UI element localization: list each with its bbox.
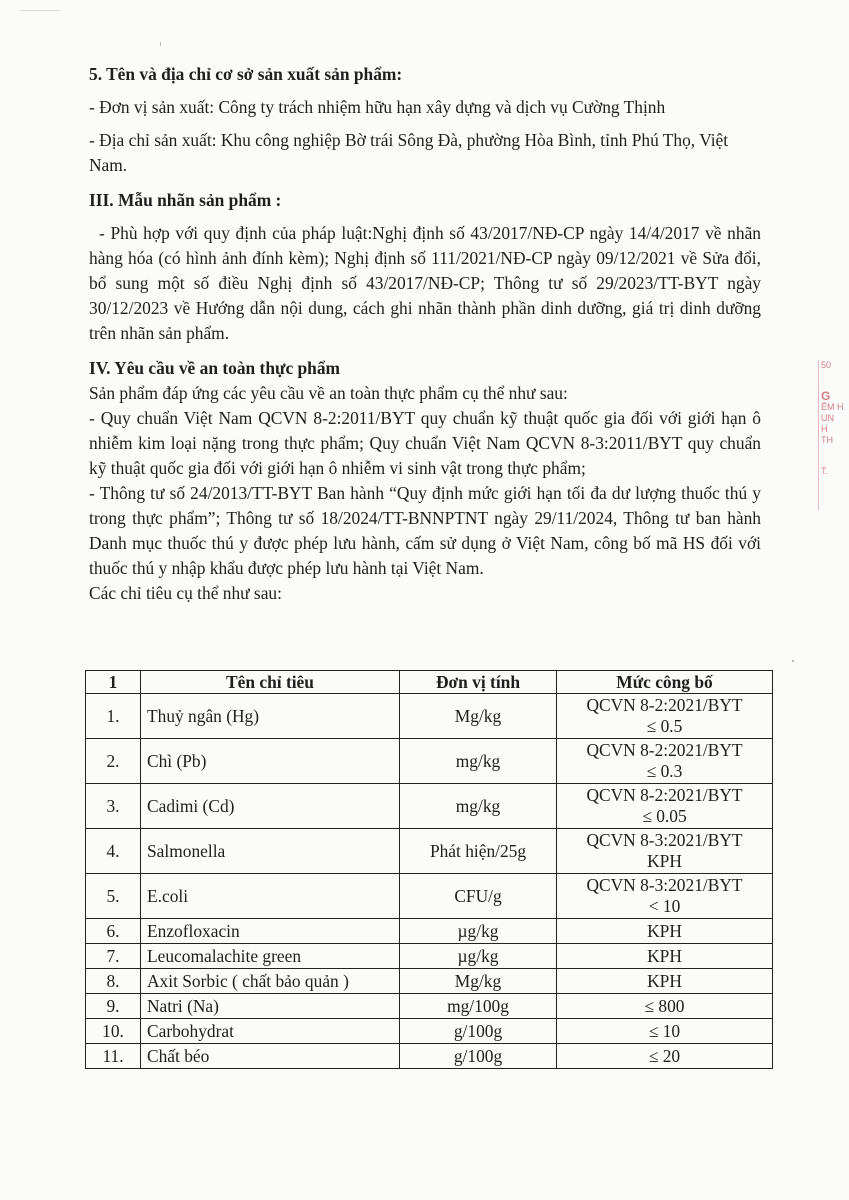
- row-level: [557, 784, 773, 829]
- row-limit: KPH: [557, 944, 773, 969]
- row-limit: ≤ 0.3: [646, 761, 683, 781]
- row-name: Thuỷ ngân (Hg): [141, 694, 400, 739]
- row-unit: µg/kg: [400, 944, 557, 969]
- table-row: [86, 919, 773, 944]
- row-unit: Phát hiện/25g: [400, 829, 557, 874]
- row-name: Cadimi (Cd): [141, 784, 400, 829]
- row-limit: ≤ 20: [557, 1044, 773, 1069]
- row-standard: QCVN 8-3:2021/BYT: [586, 830, 743, 850]
- stamp-text: 50: [821, 360, 832, 370]
- row-level: [557, 874, 773, 919]
- row-name: Axit Sorbic ( chất bảo quản ): [141, 969, 400, 994]
- row-name: Natri (Na): [141, 994, 400, 1019]
- row-unit: CFU/g: [400, 874, 557, 919]
- table-row: [86, 739, 773, 784]
- row-no: 2.: [86, 739, 141, 784]
- row-no: 7.: [86, 944, 141, 969]
- row-no: 9.: [86, 994, 141, 1019]
- safety-intro: Sản phẩm đáp ứng các yêu cầu về an toàn thực phẩm cụ thể như sau:: [89, 383, 568, 403]
- row-standard: QCVN 8-2:2021/BYT: [586, 785, 743, 805]
- row-name: E.coli: [141, 874, 400, 919]
- row-unit: Mg/kg: [400, 969, 557, 994]
- row-limit: KPH: [647, 851, 682, 871]
- stamp-text: T.: [821, 466, 829, 476]
- stamp-text: TH: [821, 435, 833, 445]
- label-regulation-text: - Phù hợp với quy định của pháp luật:Nghị định số 43/2017/NĐ-CP ngày 14/4/2017 về nhãn hàng hóa (có hình ảnh đính kèm); Nghị định số 111/2021/NĐ-CP ngày 09/12/2021 về Sửa đổi, bổ sung một số điều Nghị định số 43/2017/NĐ-CP; Thông tư số 29/2023/TT-BYT ngày 30/12/2023 về Hướng dẫn nội dung, cách ghi nhãn thành phần dinh dưỡng, giá trị dinh dưỡng trên nhãn sản phẩm.: [89, 223, 761, 343]
- row-level: [557, 739, 773, 784]
- row-limit: ≤ 0.5: [646, 716, 683, 736]
- row-name: Leucomalachite green: [141, 944, 400, 969]
- header-level: Mức công bố: [557, 671, 773, 694]
- row-name: Chì (Pb): [141, 739, 400, 784]
- scan-speck: [160, 42, 161, 46]
- table-row: [86, 969, 773, 994]
- production-address: - Địa chỉ sản xuất: Khu công nghiệp Bờ trái Sông Đà, phường Hòa Bình, tỉnh Phú Thọ, Việt Nam.: [89, 130, 729, 175]
- table-row: [86, 829, 773, 874]
- row-limit: ≤ 0.05: [642, 806, 687, 826]
- row-unit: Mg/kg: [400, 694, 557, 739]
- row-unit: mg/100g: [400, 994, 557, 1019]
- row-limit: KPH: [557, 969, 773, 994]
- row-no: 6.: [86, 919, 141, 944]
- row-no: 11.: [86, 1044, 141, 1069]
- row-limit: ≤ 800: [557, 994, 773, 1019]
- row-name: Enzofloxacin: [141, 919, 400, 944]
- table-row: [86, 994, 773, 1019]
- row-name: Carbohydrat: [141, 1019, 400, 1044]
- row-no: 8.: [86, 969, 141, 994]
- table-row: [86, 694, 773, 739]
- row-no: 3.: [86, 784, 141, 829]
- table-header-row: [86, 671, 773, 694]
- criteria-table: [85, 670, 773, 1069]
- partial-red-stamp: [818, 360, 849, 510]
- row-standard: QCVN 8-2:2021/BYT: [586, 740, 743, 760]
- stamp-text: G: [821, 391, 831, 402]
- table-row: [86, 1019, 773, 1044]
- section-5-heading: 5. Tên và địa chỉ cơ sở sản xuất sản phẩm:: [89, 64, 403, 84]
- row-no: 4.: [86, 829, 141, 874]
- document-body: [89, 62, 761, 606]
- row-level: [557, 694, 773, 739]
- row-name: Salmonella: [141, 829, 400, 874]
- section-4-heading: IV. Yêu cầu về an toàn thực phẩm: [89, 358, 341, 378]
- table-row: [86, 1044, 773, 1069]
- table-row: [86, 944, 773, 969]
- row-standard: QCVN 8-3:2021/BYT: [586, 875, 743, 895]
- table-row: [86, 874, 773, 919]
- section-3-heading: III. Mẫu nhãn sản phẩm :: [89, 190, 282, 210]
- row-unit: mg/kg: [400, 739, 557, 784]
- row-unit: g/100g: [400, 1019, 557, 1044]
- row-level: [557, 829, 773, 874]
- stamp-text: H: [821, 424, 828, 434]
- row-limit: < 10: [648, 896, 681, 916]
- header-unit: Đơn vị tính: [400, 671, 557, 694]
- table-row: [86, 784, 773, 829]
- row-no: 5.: [86, 874, 141, 919]
- table-intro: Các chỉ tiêu cụ thể như sau:: [89, 583, 282, 603]
- stamp-text: UN: [821, 413, 834, 423]
- safety-item-2: - Thông tư số 24/2013/TT-BYT Ban hành “Quy định mức giới hạn tối đa dư lượng thuốc thú y trong thực phẩm”; Thông tư số 18/2024/TT-BNNPTNT ngày 29/11/2024, Thông tư ban hành Danh mục thuốc thú y được phép lưu hành, cấm sử dụng ở Việt Nam, công bố mã HS đối với thuốc thú y nhập khẩu được phép lưu hành tại Việt Nam.: [89, 483, 761, 578]
- row-unit: mg/kg: [400, 784, 557, 829]
- row-no: 10.: [86, 1019, 141, 1044]
- row-limit: KPH: [557, 919, 773, 944]
- production-unit: - Đơn vị sản xuất: Công ty trách nhiệm hữu hạn xây dựng và dịch vụ Cường Thịnh: [89, 97, 666, 117]
- row-standard: QCVN 8-2:2021/BYT: [586, 695, 743, 715]
- row-unit: g/100g: [400, 1044, 557, 1069]
- scan-speck: [792, 660, 794, 662]
- header-no: 1: [86, 671, 141, 694]
- row-unit: µg/kg: [400, 919, 557, 944]
- row-no: 1.: [86, 694, 141, 739]
- row-name: Chất béo: [141, 1044, 400, 1069]
- row-limit: ≤ 10: [557, 1019, 773, 1044]
- safety-item-1: - Quy chuẩn Việt Nam QCVN 8-2:2011/BYT quy chuẩn kỹ thuật quốc gia đối với giới hạn ô nhiễm kim loại nặng trong thực phẩm; Quy chuẩn Việt Nam QCVN 8-3:2011/BYT quy chuẩn kỹ thuật quốc gia đối với giới hạn ô nhiễm vi sinh vật trong thực phẩm;: [89, 408, 761, 478]
- header-name: Tên chỉ tiêu: [141, 671, 400, 694]
- stamp-text: ẾM H: [821, 402, 844, 412]
- scan-speck: [20, 10, 60, 11]
